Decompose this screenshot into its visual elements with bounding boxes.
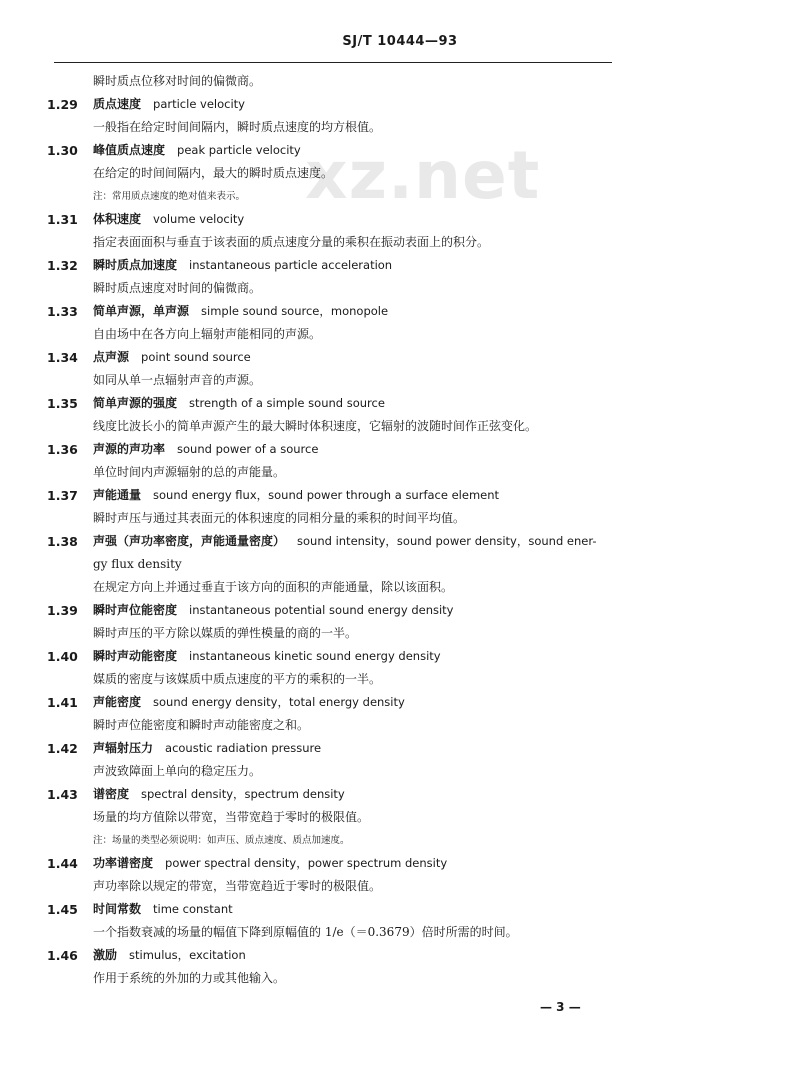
term-chinese: 瞬时声动能密度 — [93, 649, 178, 663]
term-english: peak particle velocity — [177, 143, 301, 157]
term-chinese: 谱密度 — [93, 787, 130, 801]
term-chinese: 简单声源，单声源 — [93, 304, 190, 318]
definition-line: 指定表面面积与垂直于该表面的质点速度分量的乘积在振动表面上的积分。 — [93, 235, 490, 249]
note-line: 注：场量的类型必须说明：如声压、质点速度、质点加速度。 — [93, 835, 350, 846]
clause-number: 1.32 — [47, 258, 78, 273]
clause-number: 1.45 — [47, 902, 78, 917]
term-english: spectral density，spectrum density — [141, 787, 345, 801]
term-english: sound energy flux，sound power through a surface element — [153, 488, 500, 502]
term-entry — [0, 139, 800, 162]
term-entry — [0, 530, 800, 553]
term-english: simple sound source，monopole — [201, 304, 389, 318]
clause-number: 1.42 — [47, 741, 78, 756]
definition-line: 瞬时声位能密度和瞬时声动能密度之和。 — [93, 718, 310, 732]
note-line: 注：常用质点速度的绝对值来表示。 — [93, 191, 246, 202]
clause-number: 1.35 — [47, 396, 78, 411]
term-entry — [0, 645, 800, 668]
clause-number: 1.40 — [47, 649, 78, 664]
clause-number: 1.39 — [47, 603, 78, 618]
term-chinese: 声强（声功率密度，声能通量密度） — [93, 534, 286, 548]
definition-line: 自由场中在各方向上辐射声能相同的声源。 — [93, 327, 322, 341]
term-entry — [0, 438, 800, 461]
term-english: strength of a simple sound source — [189, 396, 385, 410]
clause-number: 1.29 — [47, 97, 78, 112]
clause-number: 1.38 — [47, 534, 78, 549]
definition-line: 线度比波长小的简单声源产生的最大瞬时体积速度，它辐射的波随时间作正弦变化。 — [93, 419, 538, 433]
term-english: stimulus，excitation — [129, 948, 246, 962]
term-entry — [0, 484, 800, 507]
document-body — [0, 70, 800, 990]
clause-number: 1.31 — [47, 212, 78, 227]
term-entry — [0, 852, 800, 875]
term-english: instantaneous kinetic sound energy density — [189, 649, 441, 663]
term-entry — [0, 254, 800, 277]
term-english: sound energy density，total energy density — [153, 695, 405, 709]
definition-line: 一般指在给定时间间隔内，瞬时质点速度的均方根值。 — [93, 120, 382, 134]
definition-line: 作用于系统的外加的力或其他输入。 — [93, 971, 286, 985]
header-rule — [54, 62, 612, 63]
clause-number: 1.34 — [47, 350, 78, 365]
term-english: particle velocity — [153, 97, 245, 111]
definition-line: 在规定方向上并通过垂直于该方向的面积的声能通量，除以该面积。 — [93, 580, 454, 594]
page-number: — 3 — — [540, 1000, 581, 1014]
term-english: point sound source — [141, 350, 251, 364]
term-entry — [0, 898, 800, 921]
term-chinese: 体积速度 — [93, 212, 142, 226]
term-chinese: 功率谱密度 — [93, 856, 154, 870]
term-entry — [0, 93, 800, 116]
term-entry — [0, 944, 800, 967]
clause-number: 1.33 — [47, 304, 78, 319]
term-english: sound power of a source — [177, 442, 319, 456]
definition-line: gy flux density — [93, 557, 182, 571]
clause-number: 1.41 — [47, 695, 78, 710]
term-chinese: 峰值质点速度 — [93, 143, 166, 157]
term-chinese: 瞬时质点加速度 — [93, 258, 178, 272]
term-chinese: 简单声源的强度 — [93, 396, 178, 410]
definition-line: 瞬时声压与通过其表面元的体积速度的同相分量的乘积的时间平均值。 — [93, 511, 466, 525]
term-english: time constant — [153, 902, 233, 916]
clause-number: 1.36 — [47, 442, 78, 457]
term-chinese: 瞬时声位能密度 — [93, 603, 178, 617]
definition-line: 瞬时声压的平方除以媒质的弹性模量的商的一半。 — [93, 626, 358, 640]
document-header: SJ/T 10444—93 — [342, 34, 458, 49]
term-chinese: 声能密度 — [93, 695, 142, 709]
term-entry — [0, 346, 800, 369]
definition-line: 声功率除以规定的带宽，当带宽趋近于零时的极限值。 — [93, 879, 382, 893]
term-entry — [0, 783, 800, 806]
definition-line: 一个指数衰减的场量的幅值下降到原幅值的 1/e（＝0.3679）倍时所需的时间。 — [93, 925, 518, 939]
definition-line: 声波致障面上单向的稳定压力。 — [93, 764, 262, 778]
definition-line: 在给定的时间间隔内，最大的瞬时质点速度。 — [93, 166, 334, 180]
term-entry — [0, 737, 800, 760]
term-english: instantaneous potential sound energy density — [189, 603, 454, 617]
definition-line: 瞬时质点位移对时间的偏微商。 — [93, 74, 262, 88]
term-chinese: 声能通量 — [93, 488, 142, 502]
clause-number: 1.43 — [47, 787, 78, 802]
definition-line: 瞬时质点速度对时间的偏微商。 — [93, 281, 262, 295]
watermark: xz.net — [305, 137, 541, 214]
term-entry — [0, 691, 800, 714]
term-chinese: 时间常数 — [93, 902, 142, 916]
clause-number: 1.44 — [47, 856, 78, 871]
term-english: instantaneous particle acceleration — [189, 258, 393, 272]
term-english: power spectral density，power spectrum density — [165, 856, 448, 870]
term-entry — [0, 300, 800, 323]
term-english: volume velocity — [153, 212, 245, 226]
clause-number: 1.37 — [47, 488, 78, 503]
term-english: acoustic radiation pressure — [165, 741, 322, 755]
term-entry — [0, 208, 800, 231]
term-chinese: 质点速度 — [93, 97, 142, 111]
definition-line: 场量的均方值除以带宽，当带宽趋于零时的极限值。 — [93, 810, 370, 824]
term-entry — [0, 599, 800, 622]
clause-number: 1.46 — [47, 948, 78, 963]
term-english: sound intensity，sound power density，sound ener- — [297, 534, 597, 548]
term-entry — [0, 392, 800, 415]
term-chinese: 点声源 — [93, 350, 130, 364]
term-chinese: 声辐射压力 — [93, 741, 154, 755]
term-chinese: 激励 — [93, 948, 118, 962]
definition-line: 如同从单一点辐射声音的声源。 — [93, 373, 262, 387]
definition-line: 单位时间内声源辐射的总的声能量。 — [93, 465, 286, 479]
clause-number: 1.30 — [47, 143, 78, 158]
term-chinese: 声源的声功率 — [93, 442, 166, 456]
definition-line: 媒质的密度与该媒质中质点速度的平方的乘积的一半。 — [93, 672, 382, 686]
